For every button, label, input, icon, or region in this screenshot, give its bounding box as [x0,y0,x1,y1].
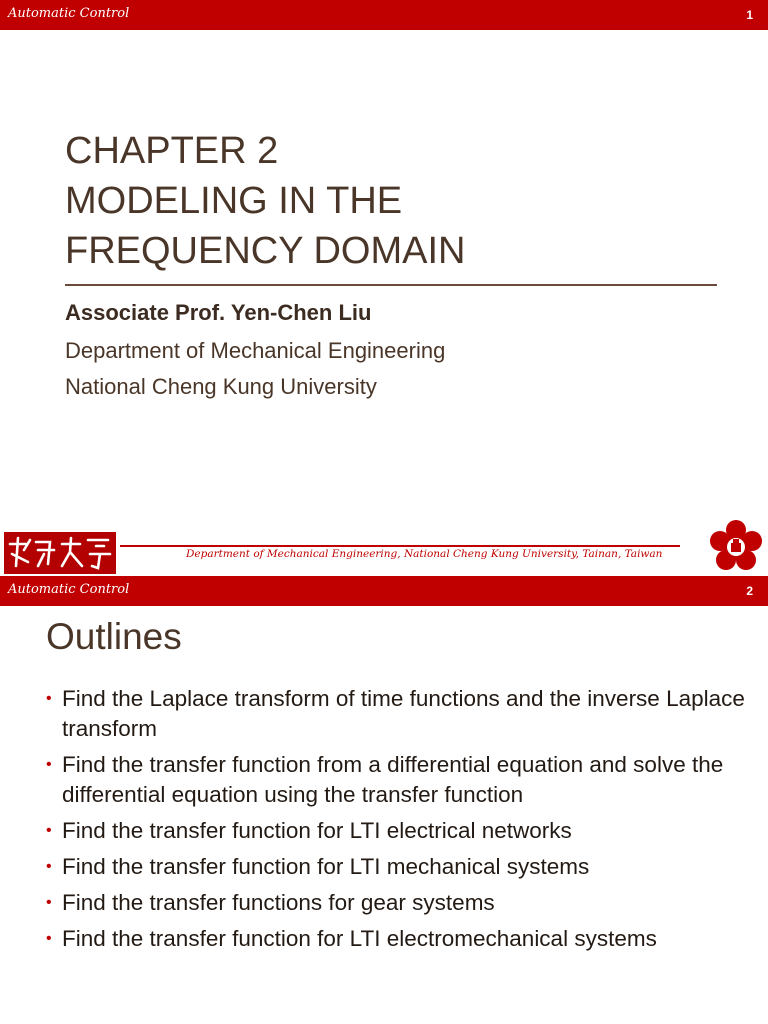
bullet-icon: • [46,930,52,947]
slide-number: 1 [746,8,753,22]
list-item-text: Find the transfer function for LTI electromechanical systems [62,926,657,951]
list-item [46,888,746,918]
title-line-3: FREQUENCY DOMAIN [65,230,466,272]
title-line-2: MODELING IN THE [65,180,403,222]
slide-heading: Outlines [46,616,182,657]
list-item-text: Find the transfer function for LTI electrical networks [62,818,572,843]
list-item-text: Find the transfer functions for gear systems [62,890,495,915]
list-item-text: Find the transfer function from a differential equation and solve the differential equation using the transfer function [62,752,724,807]
title-divider [65,284,717,286]
list-item-text: Find the Laplace transform of time functions and the inverse Laplace transform [62,686,745,741]
footer-divider [120,545,680,547]
bullet-icon: • [46,822,52,839]
bullet-icon: • [46,690,52,707]
slide-title [65,126,465,276]
list-item [46,852,746,882]
slide-header-bar [0,0,768,30]
list-item [46,924,746,954]
outline-slide [0,576,768,1024]
list-item [46,684,746,744]
bullet-icon: • [46,894,52,911]
bullet-icon: • [46,756,52,773]
bullet-icon: • [46,858,52,875]
department-name: Department of Mechanical Engineering [65,338,446,363]
university-calligraphy-logo [4,532,116,574]
presenter-name: Associate Prof. Yen-Chen Liu [65,300,372,325]
university-emblem-icon [708,518,764,574]
list-item [46,816,746,846]
list-item [46,750,746,810]
university-name: National Cheng Kung University [65,374,377,399]
title-line-1: CHAPTER 2 [65,130,279,172]
list-item-text: Find the transfer function for LTI mechanical systems [62,854,590,879]
course-name: Automatic Control [8,582,130,597]
outline-list [46,684,746,960]
course-name: Automatic Control [8,6,130,21]
footer-text: Department of Mechanical Engineering, National Cheng Kung University, Tainan, Taiwan [186,548,663,560]
slide-number: 2 [746,584,753,598]
slide-header-bar [0,576,768,606]
